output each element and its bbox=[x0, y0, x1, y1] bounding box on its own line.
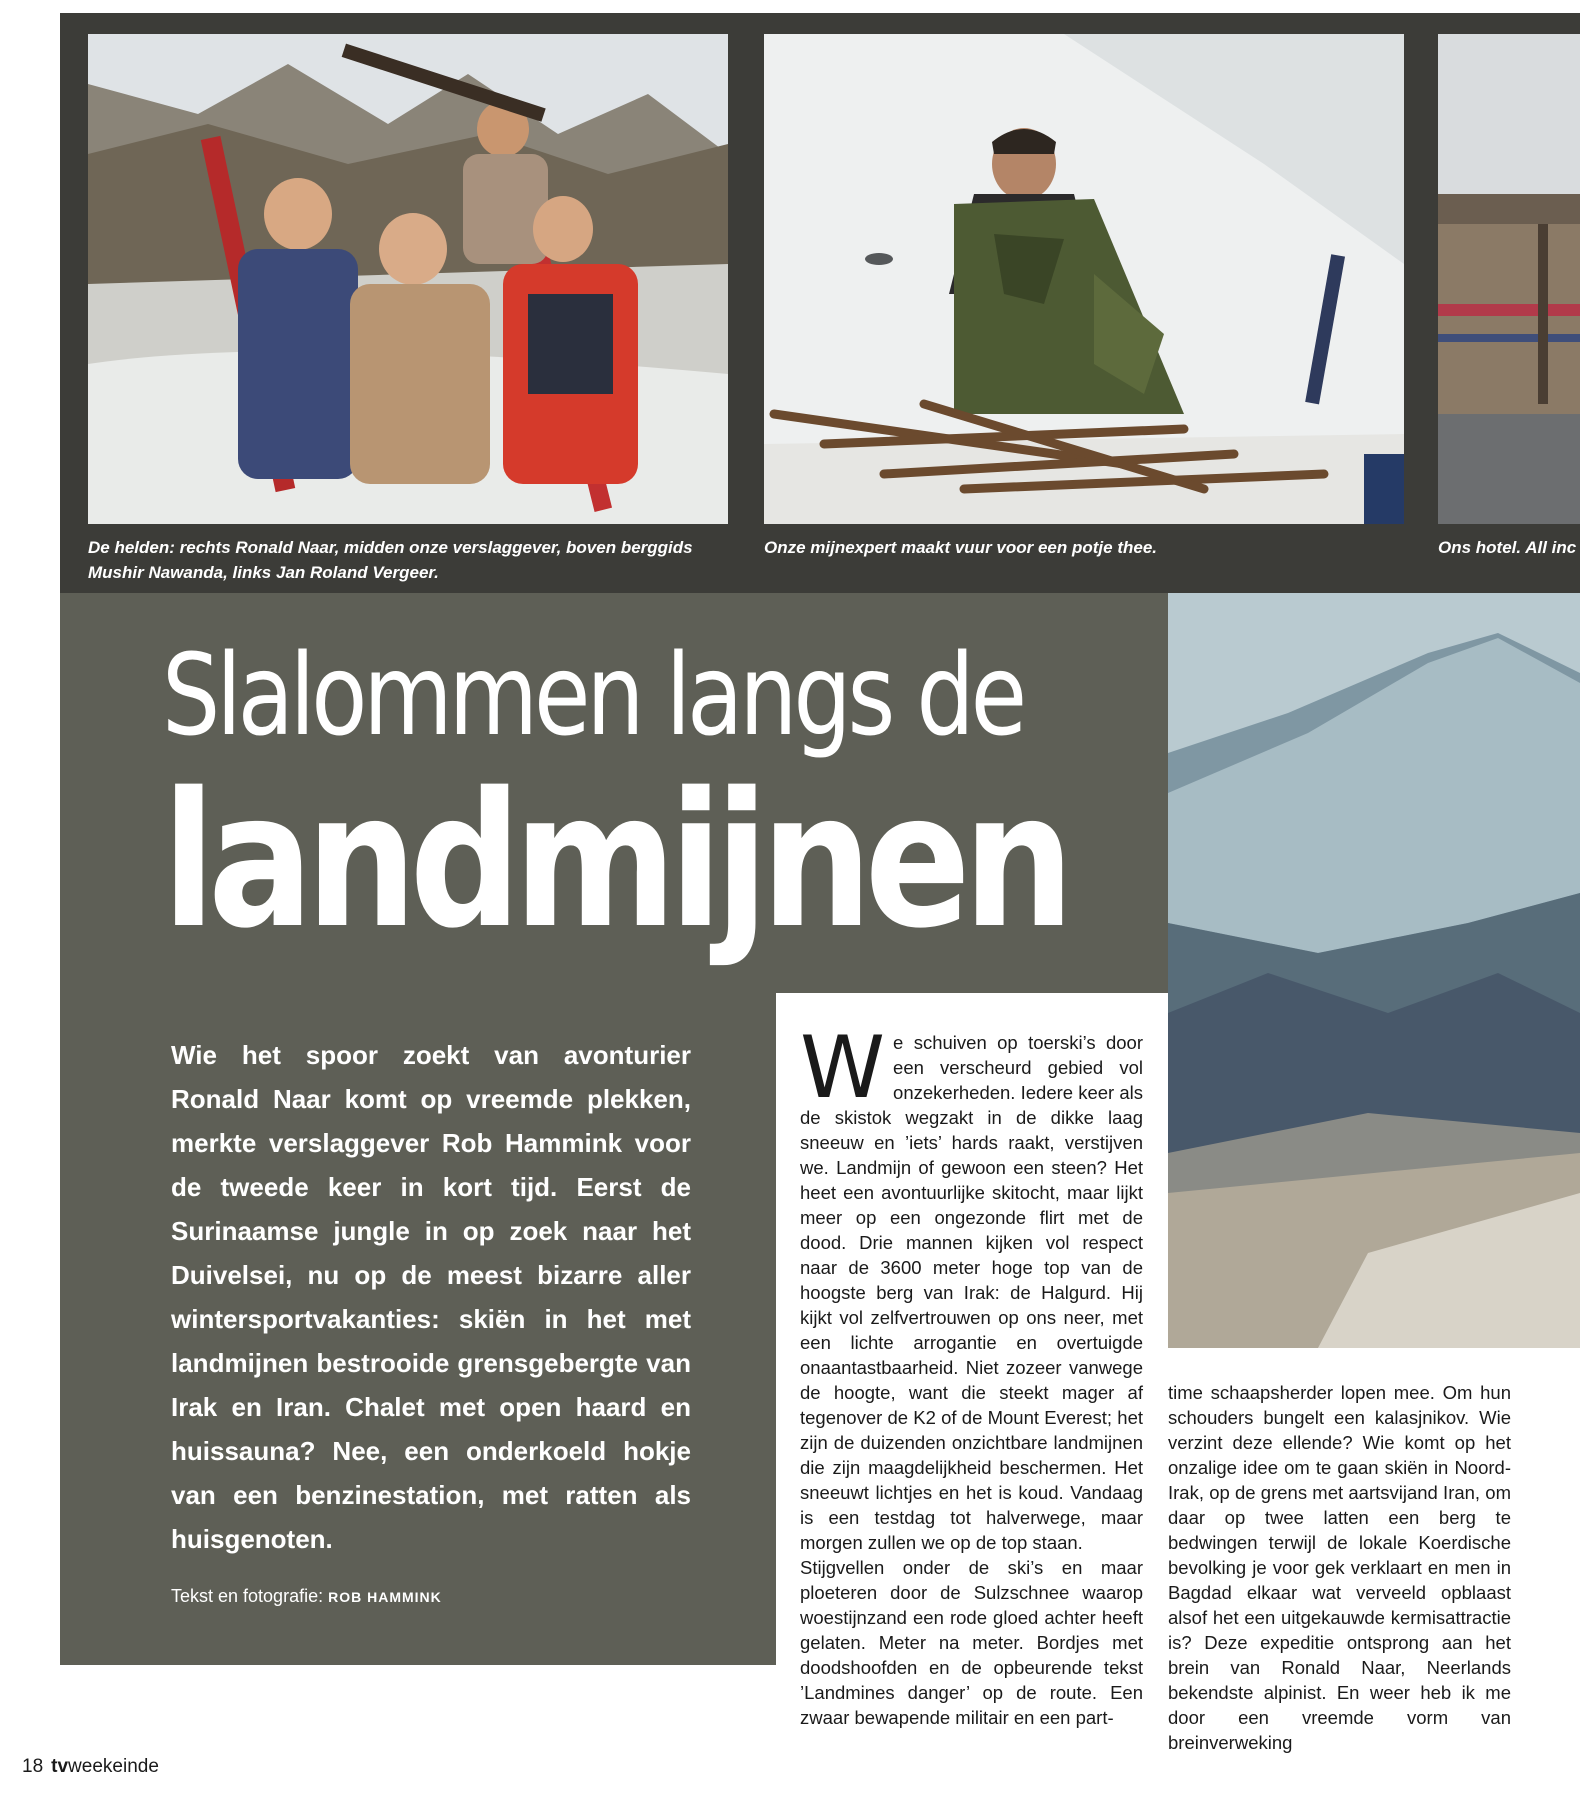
headline-line1: Slalommen langs de bbox=[162, 631, 1023, 761]
heroes-photo bbox=[88, 34, 728, 524]
byline bbox=[171, 1586, 442, 1607]
hotel-photo bbox=[1438, 34, 1580, 524]
mine-expert-photo bbox=[764, 34, 1404, 524]
mine-expert-caption: Onze mijnexpert maakt vuur voor een potje thee. bbox=[764, 538, 1157, 557]
page-number: 18 bbox=[22, 1756, 44, 1777]
hotel-caption: Ons hotel. All inc bbox=[1438, 538, 1577, 557]
body-paragraph: e schuiven op toerski’s door een verscheurd gebied vol onzekerheden. Iedere keer als de skistok wegzakt in de dikke laag sneeuw en ’iets’ hards raakt, verstijven we. Landmijn of gewoon een steen? Het heet een avontuurlijke skitocht, maar lijkt meer op een ongezonde flirt met de dood. Drie mannen kijken vol respect naar de 3600 meter hoge top van de hoogste berg van Irak: de Halgurd. Hij kijkt vol zelfvertrouwen op ons neer, met een lichte arrogantie en overtuigde onaantastbaarheid. Niet zozeer vanwege de hoogte, want die steekt mager af tegenover de K2 of de Mount Everest; het zijn de duizenden onzichtbare landmijnen die zijn maagdelijkheid beschermen. Het sneeuwt lichtjes en het is koud. Vandaag is een testdag tot halverwege, maar morgen zullen we op de top staan. bbox=[800, 1032, 1143, 1553]
mountain-photo bbox=[1168, 593, 1580, 1348]
drop-cap: W bbox=[800, 1018, 886, 1118]
magazine-logo-name: weekeinde bbox=[68, 1756, 159, 1777]
byline-author: ROB HAMMINK bbox=[328, 1589, 442, 1605]
byline-label: Tekst en fotografie: bbox=[171, 1586, 324, 1606]
intro-text: Wie het spoor zoekt van avonturier Ronald Naar komt op vreemde plekken, merkte verslaggever Rob Hammink voor de tweede keer in kort tijd. Eerst de Surinaamse jungle in op zoek naar het Duivelsei, nu op de meest bizarre aller wintersportvakanties: skiën in het met landmijnen bestrooide grensgebergte van Irak en Iran. Chalet met open haard en huissauna? Nee, een onderkoeld hokje van een benzinestation, met ratten als huisgenoten. bbox=[171, 1040, 691, 1554]
headline-line2: landmijnen bbox=[162, 752, 1067, 969]
body-paragraph: time schaapsherder lopen mee. Om hun schouders bungelt een kalasjnikov. Wie verzint deze ellende? Wie komt op het onzalige idee om te gaan skiën in Noord-Irak, op de grens met aartsvijand Iran, om daar op twee latten een berg te bedwingen terwijl de lokale Koerdische bevolking je voor gek verklaart en men in Bagdad elkaar wat verveeld opblaast alsof het een uitgekauwde kermisattractie is? Deze expeditie ontsprong aan het brein van Ronald Naar, Neerlands bekendste alpinist. En weer heb ik me door een vreemde vorm van breinverweking bbox=[1168, 1382, 1511, 1753]
heroes-caption: De helden: rechts Ronald Naar, midden onze verslaggever, boven berggids Mushir Nawanda, links Jan Roland Vergeer. bbox=[88, 538, 693, 582]
body-column-1 bbox=[800, 1018, 1143, 1730]
magazine-logo-tv: tv bbox=[51, 1756, 69, 1777]
body-paragraph: Stijgvellen onder de ski’s en maar ploeteren door de Sulzschnee waarop woestijnzand een rode gloed achter heeft gelaten. Meter na meter. Bordjes met doodshoofden en de opbeurende tekst ’Landmines danger’ op de route. Een zwaar bewapende militair en een part- bbox=[800, 1557, 1143, 1728]
page-footer bbox=[22, 1756, 159, 1778]
body-column-2 bbox=[1168, 1380, 1511, 1755]
